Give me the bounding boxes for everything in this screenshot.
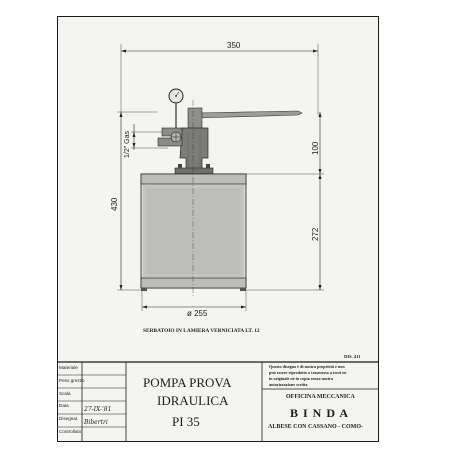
- title-line-2: IDRAULICA: [157, 393, 229, 408]
- tank-note: SERBATOIO IN LAMIERA VERNICIATA LT. 12: [143, 328, 260, 334]
- field-label-checked: Controllato: [59, 429, 82, 434]
- workshop-label: OFFICINA MECCANICA: [286, 394, 355, 400]
- company-name: B I N D A: [290, 406, 350, 420]
- model-number: PI 35: [172, 414, 200, 429]
- field-label-weight: Peso grezzo: [59, 378, 85, 383]
- field-label-scale: Scala: [59, 391, 71, 396]
- title-line-1: POMPA PROVA: [143, 375, 232, 390]
- dimension-gas-connection: 1/2" Gas: [124, 131, 131, 158]
- field-label-date: Data: [59, 403, 69, 408]
- dimension-100: 100: [311, 141, 320, 155]
- field-value-date: 27-IX-'81: [84, 406, 112, 413]
- pump-head: [158, 89, 302, 174]
- drawing-number: DIS. 411: [344, 354, 361, 359]
- notice-line-2: può essere riprodotto o trasmesso a terzi ne: [269, 370, 347, 375]
- dimension-255: ø 255: [187, 309, 208, 318]
- dimension-350: 350: [227, 41, 241, 50]
- field-label-material: Materiale: [59, 365, 78, 370]
- notice-line-3: in originale né in copia senza nostra: [269, 376, 333, 381]
- dimension-430: 430: [110, 197, 119, 211]
- field-label-drawn: Disegnat.: [59, 416, 79, 421]
- field-value-drawn: Bibertri: [84, 419, 108, 426]
- tank-feet: [141, 288, 246, 291]
- notice-line-4: autorizzazione scritta: [269, 382, 308, 387]
- dimension-272: 272: [311, 227, 320, 241]
- company-location: ALBESE CON CASSANO - COMO-: [268, 424, 364, 430]
- notice-line-1: Questo disegno è di nostra proprietà e non: [269, 364, 345, 369]
